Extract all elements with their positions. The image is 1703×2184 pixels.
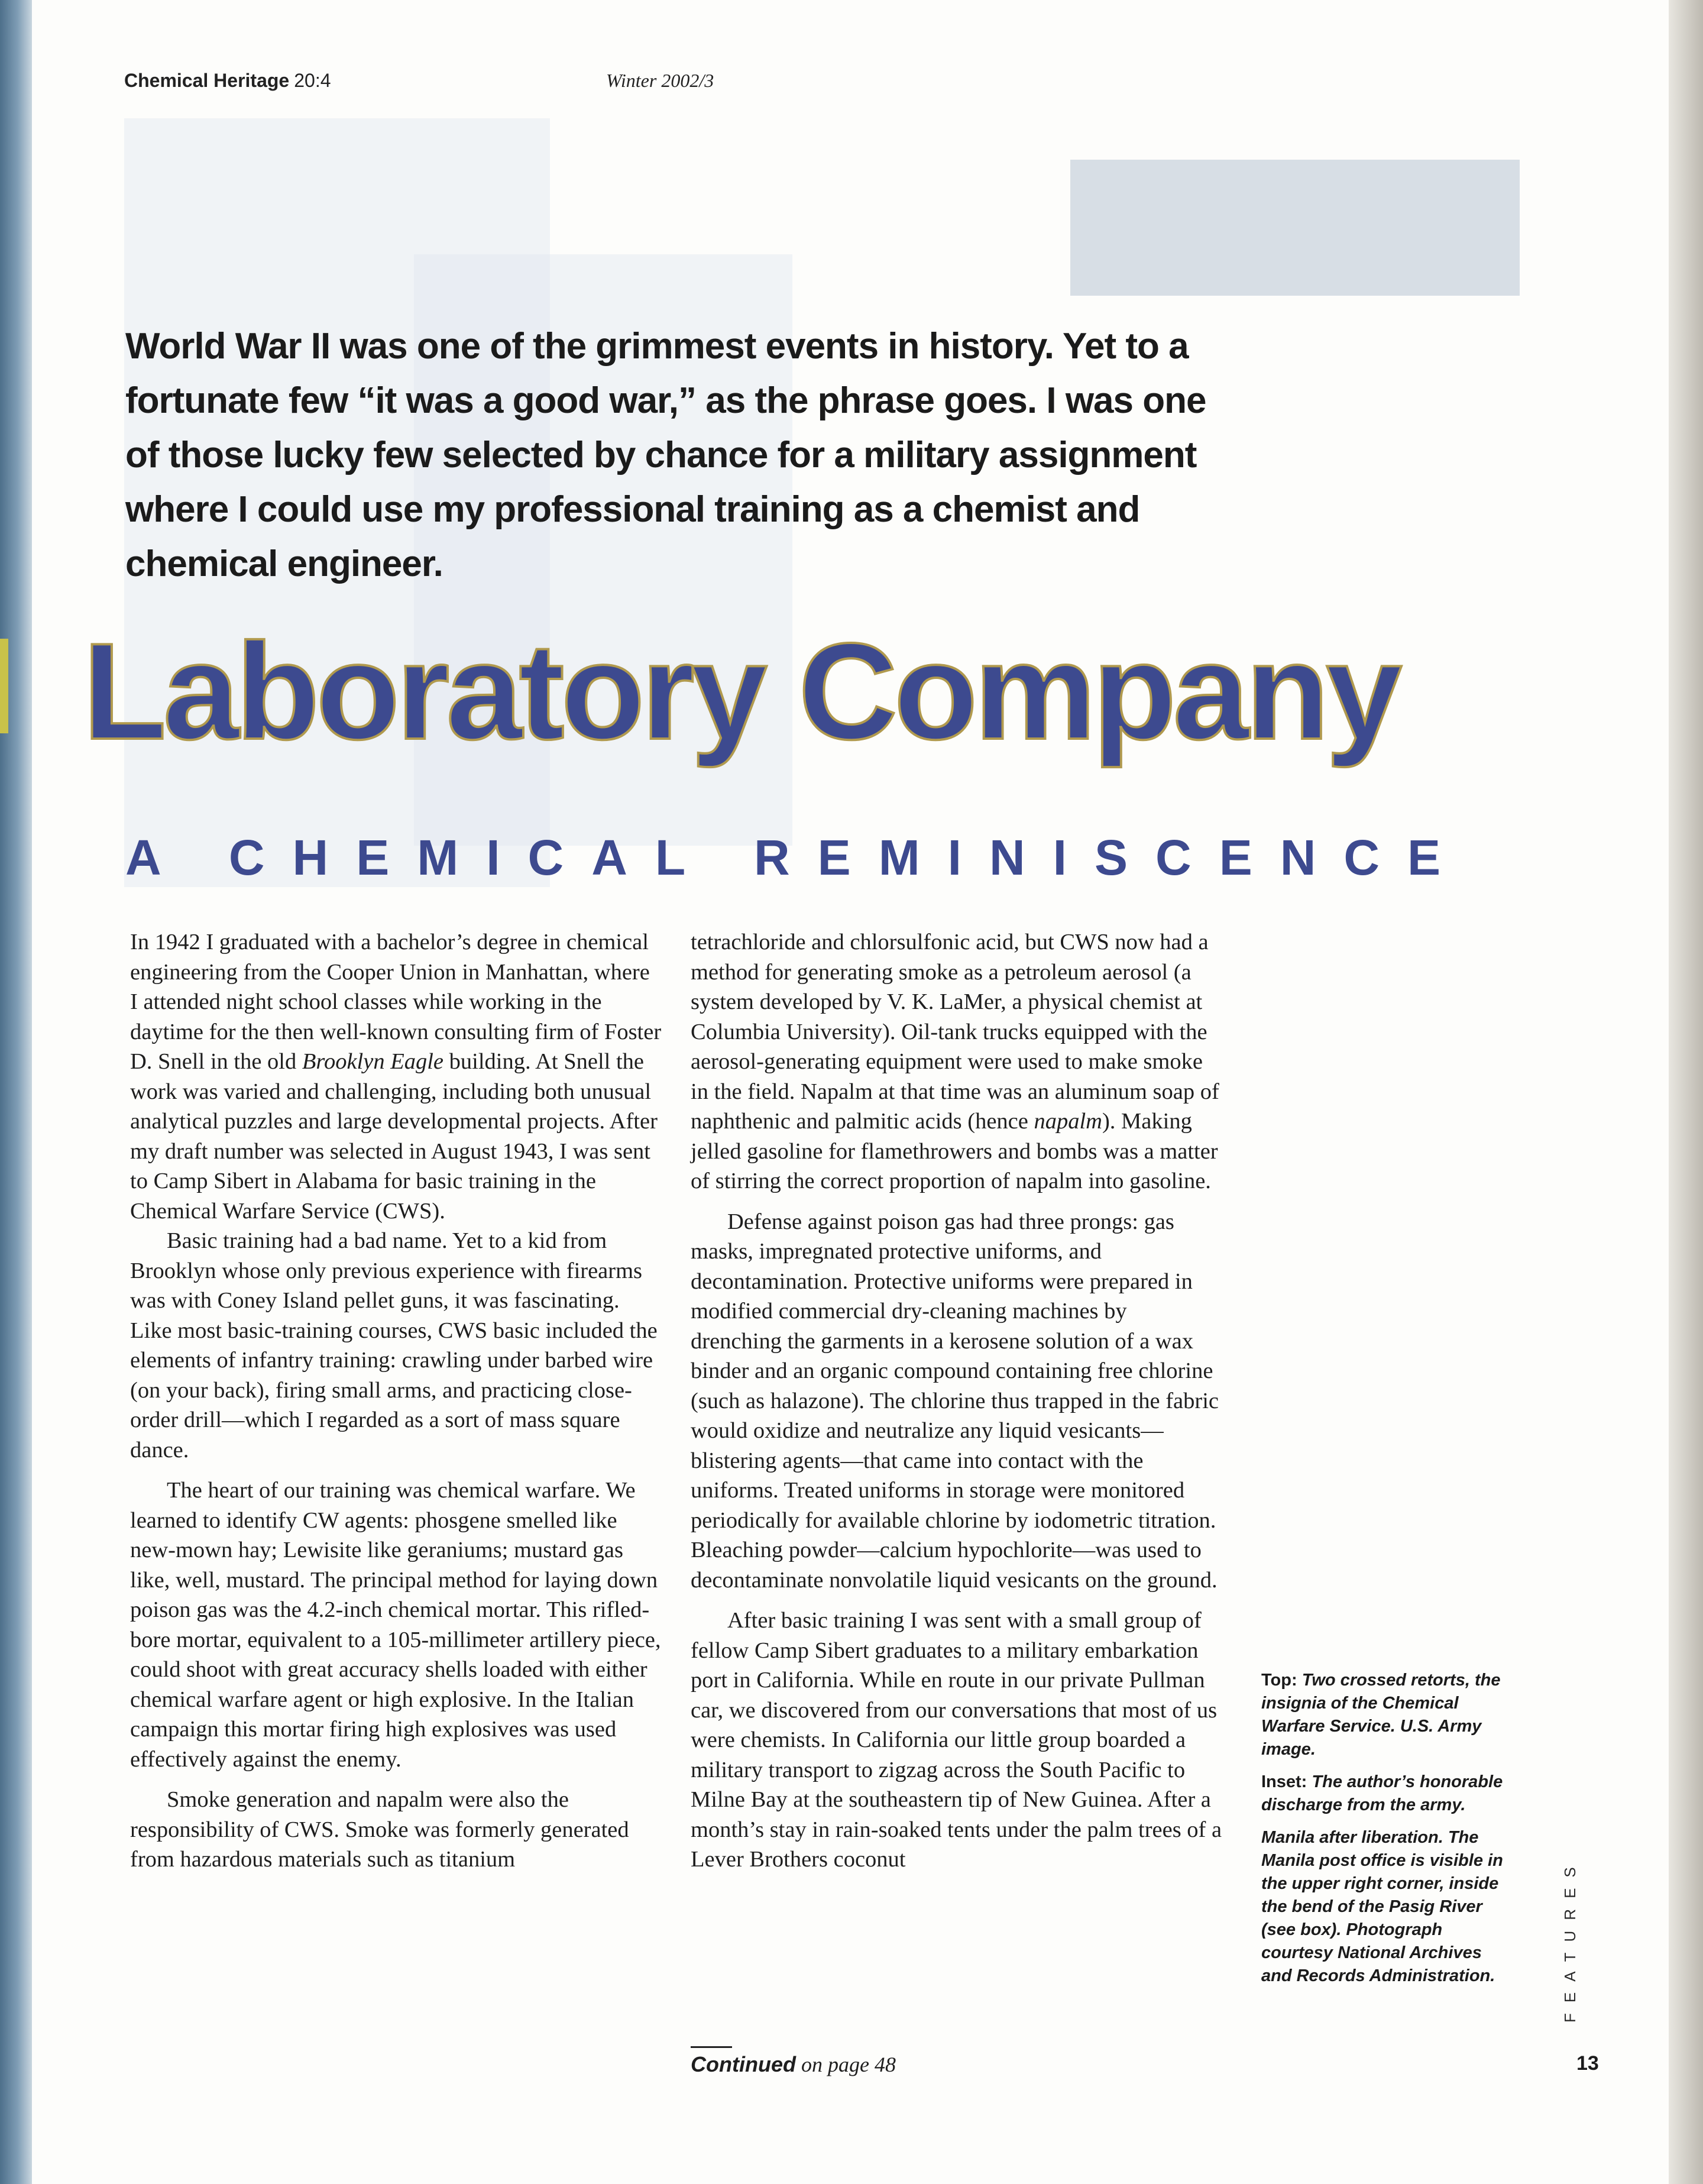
caption-lead: Inset: — [1261, 1772, 1307, 1791]
show-through-banner — [1070, 160, 1520, 296]
continued-target: on page 48 — [801, 2053, 896, 2076]
caption-text: The author’s honorable discharge from the army. — [1261, 1772, 1503, 1814]
caption — [1261, 1771, 1510, 1817]
paragraph: tetrachloride and chlorsulfonic acid, but CWS now had a method for generating smoke as a petroleum aerosol (a system developed by V. K. LaMer, a physical chemist at Columbia University). Oil-tank trucks equipped with the aerosol-generating equipment were used to make smoke in the field. Napalm at that time was an aluminum soap of naphthenic and palmitic acids (hence napalm). Making jelled gasoline for flamethrowers and bombs was a matter of stirring the correct proportion of napalm into gasoline. — [691, 930, 1219, 1193]
caption-lead: Top: — [1261, 1671, 1297, 1690]
page-number: 13 — [1576, 2052, 1599, 2075]
caption — [1261, 1826, 1510, 1988]
paragraph: Smoke generation and napalm were also the responsibility of CWS. Smoke was formerly generated from hazardous materials such as titanium — [130, 1787, 629, 1872]
caption-text: Manila after liberation. The Manila post office is visible in the upper right corner, inside the bend of the Pasig River (see box). Photograph courtesy National Archives and Records Administration. — [1261, 1828, 1503, 1985]
photo-captions — [1261, 1669, 1510, 1997]
paragraph: In 1942 I graduated with a bachelor’s degree in chemical engineering from the Cooper Union in Manhattan, where I attended night school classes while working in the daytime for the then well-known consulting firm of Foster D. Snell in the old Brooklyn Eagle building. At Snell the work was varied and challenging, including both unusual analytical puzzles and large developmental projects. After my draft number was selected in August 1943, I was sent to Camp Sibert in Alabama for basic training in the Chemical Warfare Service (CWS). — [130, 930, 662, 1224]
issue-season: Winter 2002/3 — [606, 70, 714, 91]
binding-color-mark — [0, 639, 8, 733]
continued-rule — [691, 2046, 732, 2048]
body-column-2 — [691, 927, 1223, 1875]
running-header — [124, 70, 714, 92]
caption — [1261, 1669, 1510, 1761]
article-subtitle: A CHEMICAL REMINISCENCE — [125, 830, 1469, 885]
paragraph: The heart of our training was chemical warfare. We learned to identify CW agents: phosgene smelled like new-mown hay; Lewisite like geraniums; mustard gas like, well, mustard. The principal method for laying down poison gas was the 4.2-inch chemical mortar. This rifled-bore mortar, equivalent to a 105-millimeter artillery piece, could shoot with great accuracy shells loaded with either chemical warfare agent or high explosive. In the Italian campaign this mortar firing high explosives was used effectively against the enemy. — [130, 1478, 661, 1772]
paragraph: After basic training I was sent with a small group of fellow Camp Sibert graduates to a military embarkation port in California. While en route in our private Pullman car, we discovered from our conversations that most of us were chemists. In California our little group boarded a military transport to zigzag across the South Pacific to Milne Bay at the southeastern tip of New Guinea. After a month’s stay in rain-soaked tents under the palm trees of a Lever Brothers coconut — [691, 1608, 1222, 1872]
paragraph: Defense against poison gas had three prongs: gas masks, impregnated protective uniforms, and decontamination. Protective uniforms were prepared in modified commercial dry-cleaning machines by drenching the garments in a kerosene solution of a wax binder and an organic compound containing free chlorine (such as halazone). The chlorine thus trapped in the fabric would oxidize and neutralize any liquid vesicants—blistering agents—that came into contact with the uniforms. Treated uniforms in storage were monitored periodically for available chlorine by iodometric titration. Bleaching powder—calcium hypochlorite—was used to decontaminate nonvolatile liquid vesicants on the ground. — [691, 1209, 1219, 1593]
continued-line[interactable] — [691, 2052, 896, 2077]
binding-edge — [0, 0, 32, 2184]
article-title: Laboratory Company — [83, 615, 1399, 768]
page-right-edge — [1669, 0, 1703, 2184]
caption-text: Two crossed retorts, the insignia of the Chemical Warfare Service. U.S. Army image. — [1261, 1671, 1501, 1759]
intro-deck: World War II was one of the grimmest events in history. Yet to a fortunate few “it was a good war,” as the phrase goes. I was one of those lucky few selected by chance for a military assignment where I could use my professional training as a chemist and chemical engineer. — [125, 326, 1206, 584]
body-column-1 — [130, 927, 662, 1875]
continued-label: Continued — [691, 2052, 796, 2076]
section-label: FEATURES — [1561, 1856, 1579, 2023]
issue-number: 20:4 — [294, 70, 331, 91]
paragraph: Basic training had a bad name. Yet to a kid from Brooklyn whose only previous experience with firearms was with Coney Island pellet guns, it was fascinating. Like most basic-training courses, CWS basic included the elements of infantry training: crawling under barbed wire (on your back), firing small arms, and practicing close-order drill—which I regarded as a sort of mass square dance. — [130, 1228, 658, 1463]
section-tab — [1561, 1845, 1585, 2023]
magazine-name: Chemical Heritage — [124, 70, 290, 91]
